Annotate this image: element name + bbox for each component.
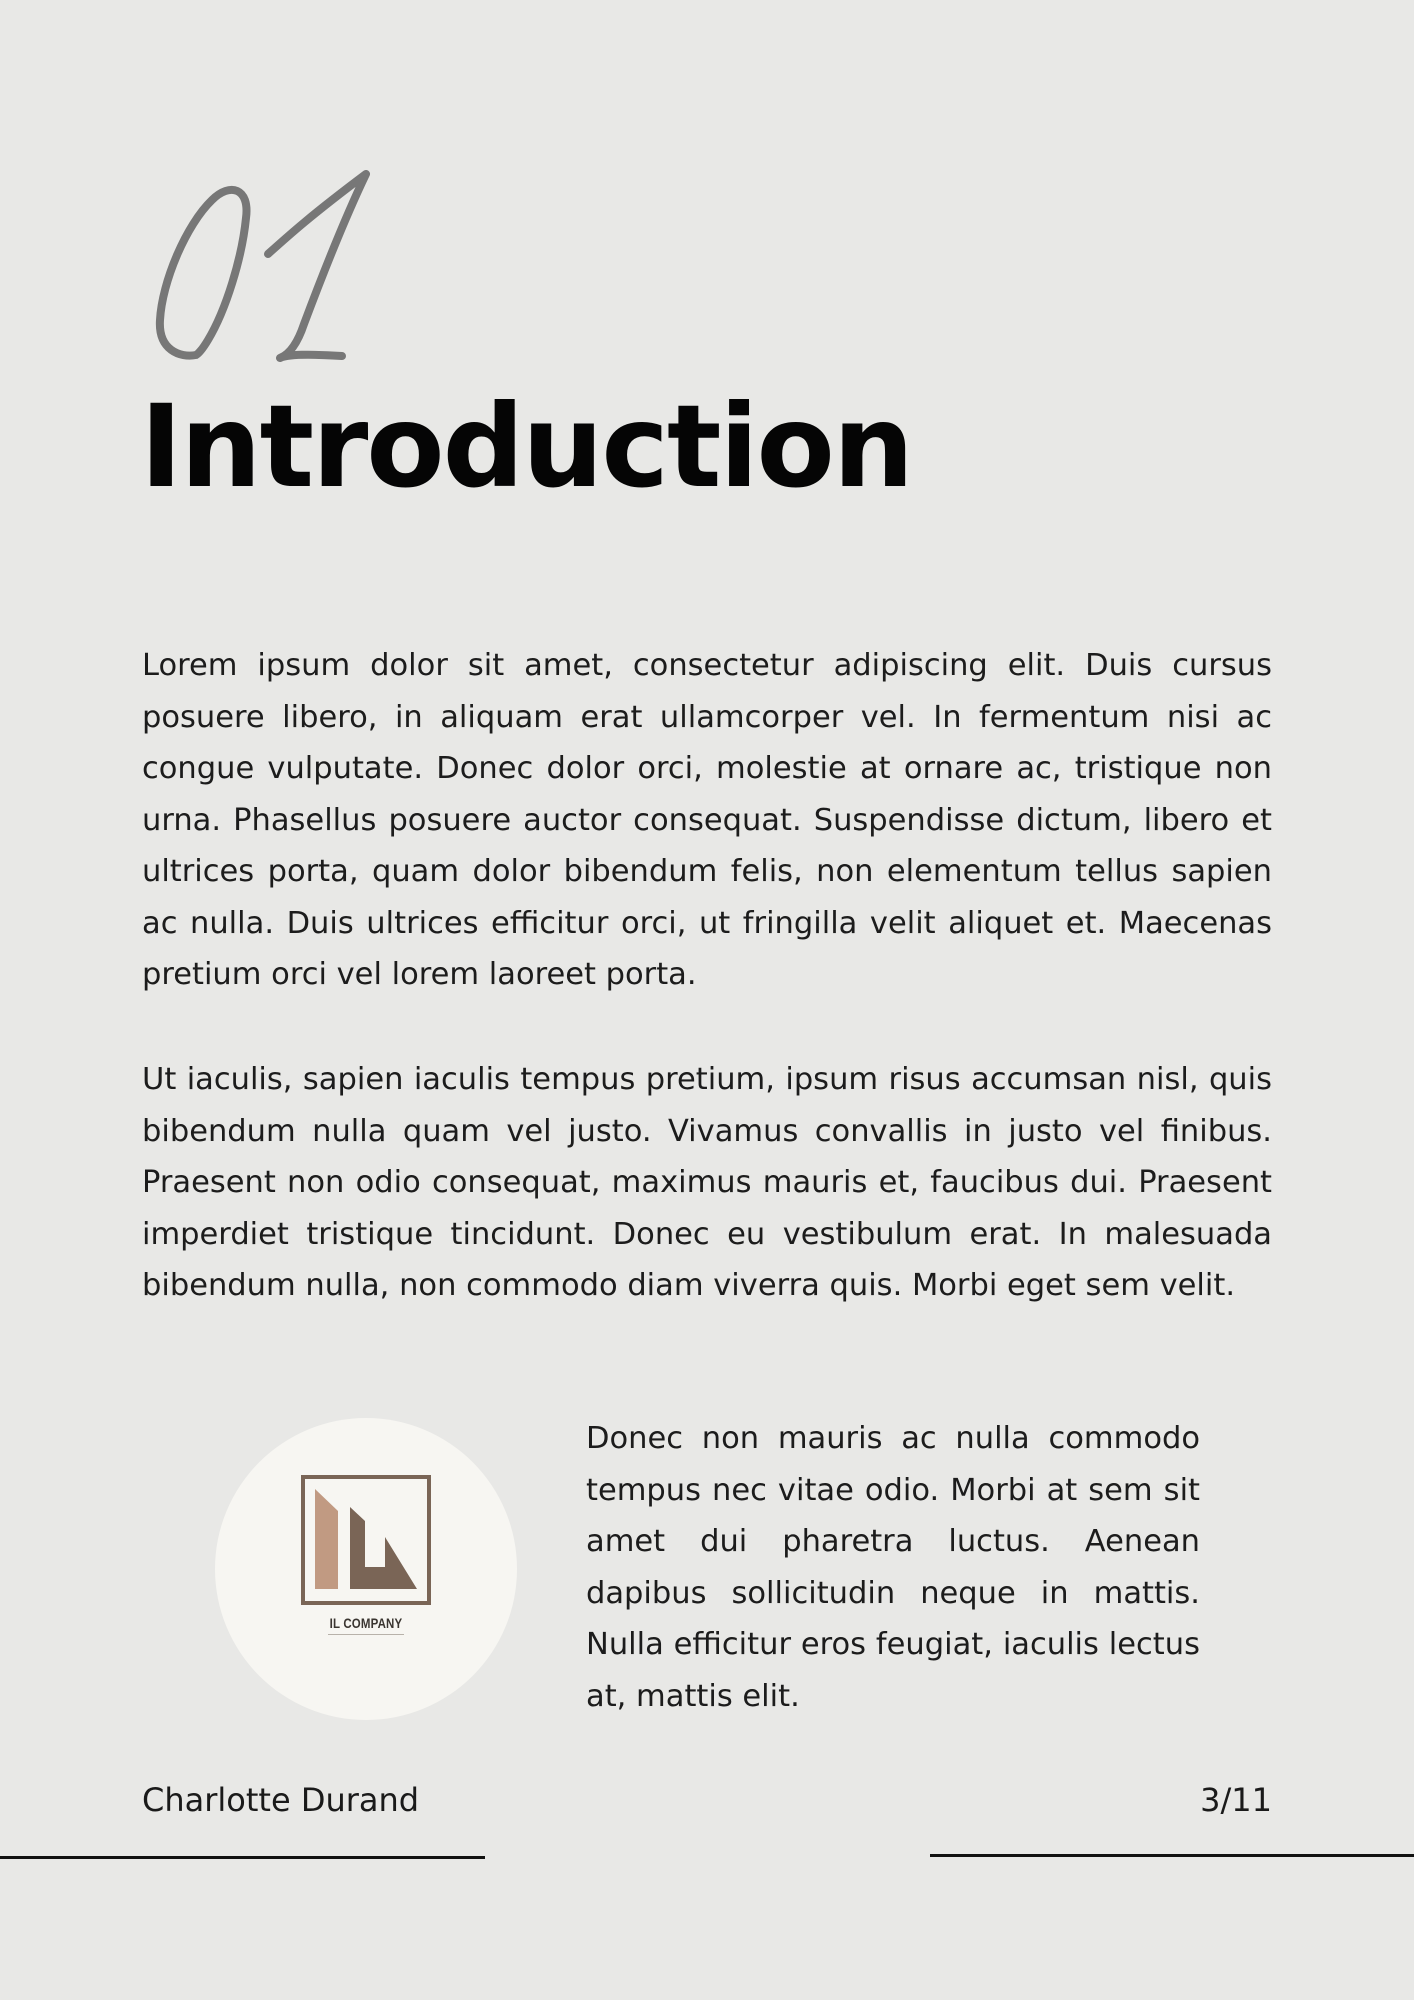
logo-underline [328,1634,404,1635]
body-paragraph-3: Donec non mauris ac nulla commodo tempus nec vitae odio. Morbi at sem sit amet dui pharetra luctus. Aenean dapibus sollicitudin neque in mattis. Nulla efficitur eros feugiat, iaculis lectus at, mattis elit. [586,1421,1200,1714]
body-paragraph-2: Ut iaculis, sapien iaculis tempus pretium, ipsum risus accumsan nisl, quis bibendum nulla quam vel justo. Vivamus convallis in justo vel finibus. Praesent non odio consequat, maximus mauris et, faucibus dui. Praesent imperdiet tristique tincidunt. Donec eu vestibulum erat. In malesuada bibendum nulla, non commodo diam viverra quis. Morbi eget sem velit. [142,1062,1272,1303]
footer-rule-left [0,1856,485,1859]
logo-wordmark: IL COMPANY [329,1615,403,1631]
company-logo [215,1418,517,1720]
section-number-script [138,170,398,370]
section-number [138,170,398,370]
footer-page-number: 3/11 [1200,1781,1272,1819]
section-title: Introduction [140,380,912,513]
footer-author: Charlotte Durand [142,1781,420,1819]
footer-rule-right [930,1854,1414,1857]
body-paragraph-1: Lorem ipsum dolor sit amet, consectetur adipiscing elit. Duis cursus posuere libero, in aliquam erat ullamcorper vel. In fermentum nisi ac congue vulputate. Donec dolor orci, molestie at ornare ac, tristique non urna. Phasellus posuere auctor consequat. Suspendisse dictum, libero et ultrices porta, quam dolor bibendum felis, non elementum tellus sapien ac nulla. Duis ultrices efficitur orci, ut fringilla velit aliquet et. Maecenas pretium orci vel lorem laoreet porta. [142,648,1272,992]
il-company-logo-icon [301,1475,431,1605]
